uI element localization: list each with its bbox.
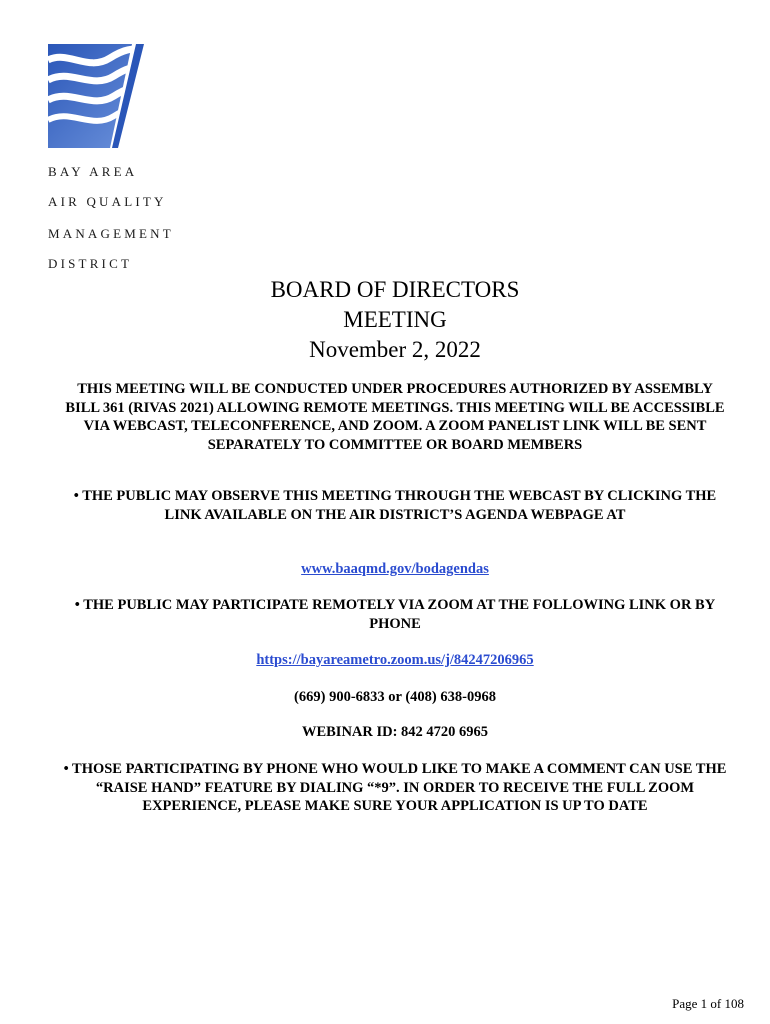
intro-notice: THIS MEETING WILL BE CONDUCTED UNDER PROCEDURES AUTHORIZED BY ASSEMBLY BILL 361 (RIVAS 2021) ALLOWING REMOTE MEETINGS. THIS MEETING WILL BE ACCESSIBLE VIA WEBCAST, TELECONFERENCE, AND ZOOM. A ZOOM PANELIST LINK WILL BE SENT SEPARATELY TO COMMITTEE OR BOARD MEMBERS (65, 381, 725, 453)
bullet-raise-hand: • THOSE PARTICIPATING BY PHONE WHO WOULD LIKE TO MAKE A COMMENT CAN USE THE “RAISE HAND” FEATURE BY DIALING “*9”. IN ORDER TO RECEIVE THE FULL ZOOM EXPERIENCE, PLEASE MAKE SURE YOUR APPLICATION IS UP TO DATE (63, 761, 727, 815)
webinar-id: WEBINAR ID: 842 4720 6965 (301, 724, 489, 740)
meeting-date: November 2, 2022 (309, 337, 481, 362)
logo-line-bay-area: BAY AREA (48, 164, 138, 179)
logo-line-district: DISTRICT (48, 256, 133, 271)
page-number: Page 1 of 108 (672, 996, 744, 1011)
phone-numbers: (669) 900-6833 or (408) 638-0968 (294, 689, 496, 705)
bullet-zoom: • THE PUBLIC MAY PARTICIPATE REMOTELY VIA ZOOM AT THE FOLLOWING LINK OR BY PHONE (74, 597, 716, 632)
zoom-link[interactable]: https://bayareametro.zoom.us/j/84247206965 (256, 652, 534, 668)
waves-logo-icon (48, 44, 150, 148)
title-meeting: MEETING (343, 307, 447, 332)
title-board-of-directors: BOARD OF DIRECTORS (270, 277, 520, 302)
logo-line-management: MANAGEMENT (48, 226, 174, 241)
webcast-link[interactable]: www.baaqmd.gov/bodagendas (301, 561, 489, 577)
logo-line-air-quality: AIR QUALITY (48, 194, 167, 209)
district-logo (48, 44, 174, 276)
bullet-webcast: • THE PUBLIC MAY OBSERVE THIS MEETING THROUGH THE WEBCAST BY CLICKING THE LINK AVAILABLE ON THE AIR DISTRICT’S AGENDA WEBPAGE AT (73, 488, 717, 523)
